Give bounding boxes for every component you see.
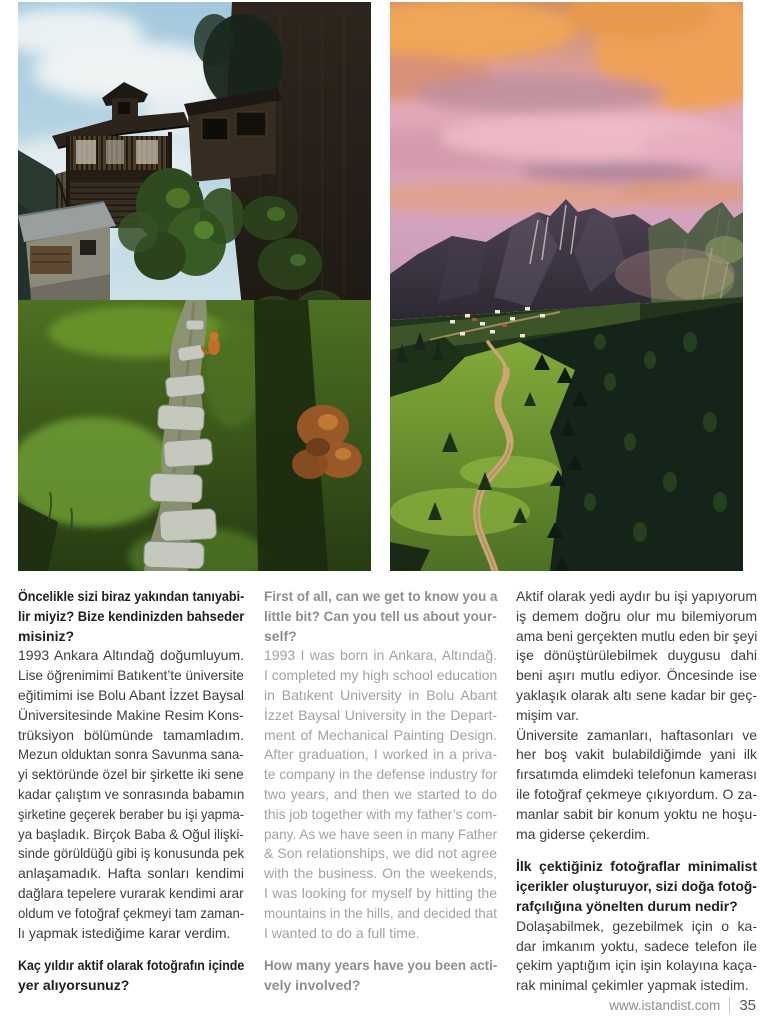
village-alley-illustration	[18, 2, 371, 571]
text-line: After graduation, I worked in a priva-	[264, 746, 497, 763]
text-line: ile fotoğraf çekmeye çıkıyordum. O za-	[516, 785, 757, 802]
text-line: İzzet Baysal University in the Depart-	[264, 706, 497, 723]
footer-divider	[729, 997, 730, 1014]
shed	[18, 202, 116, 310]
text-line: kadar çalıştım ve sonrasında babamın	[18, 785, 245, 802]
text-line: ma giderse çekerdim.	[516, 825, 650, 842]
column-turkish-answers	[516, 587, 757, 996]
text-line: rak minimal çekimler yapmak istedim.	[516, 977, 749, 994]
text-line: Mezun olduktan sonra Savunma sana-	[18, 746, 244, 763]
text-line: mountains in the hills, and decided that	[264, 904, 498, 921]
text-line: Lise öğrenimimi Batıkent’te üniversite	[18, 667, 244, 684]
text-line: ment of Mechanical Painting Design.	[264, 726, 497, 743]
website-url: www.istandist.com	[609, 998, 721, 1013]
text-line: ama beni gerçekten mutlu eden bir şeyi	[516, 627, 758, 644]
text-line: this job together with my father’s com-	[264, 805, 498, 822]
text-line: anlaşamadık. Hafta sonları kendimi	[18, 865, 244, 882]
text-line: & Son relationships, we did not agree	[264, 845, 497, 862]
column-english-translation	[264, 587, 497, 996]
text-line: self?	[264, 627, 297, 644]
text-line: içerikler oluşturuyor, sizi doğa fotoğ-	[516, 878, 757, 895]
text-line: vely involved?	[264, 977, 361, 994]
text-line: I completed my high school education	[264, 667, 498, 684]
text-line: yaklaşık olarak altı sene kadar bir geç-	[516, 686, 757, 703]
text-line: dar imkanım yoktu, sadece telefon ile	[516, 937, 757, 954]
text-line: Üniversitesinde Makine Resim Kons-	[18, 706, 244, 723]
text-line: Öncelikle sizi biraz yakından tanıyabi-	[18, 588, 245, 604]
text-line: trüksiyon bölümünde tamamladım.	[18, 726, 244, 743]
text-line: Aktif olarak yedi aydır bu işi yapıyorum	[516, 588, 757, 604]
column-turkish-intro	[18, 587, 244, 996]
text-line: mişim var.	[516, 706, 579, 723]
text-line: Dolaşabilmek, gezebilmek için o ka-	[516, 917, 757, 934]
question-heading	[18, 956, 244, 996]
village-alley-photo	[18, 2, 371, 571]
text-line: pany. As we have seen in many Father	[264, 825, 498, 842]
text-line: rafçılığına yönelten durum nedir?	[516, 897, 738, 914]
text-line: two years, and then we started to do	[264, 785, 497, 802]
text-line: I was looking for myself by hitting the	[264, 884, 497, 901]
text-line: How many years have you been acti-	[264, 957, 498, 974]
text-line: dağlara tepelere vurarak kendimi arar	[18, 884, 244, 901]
question-heading	[264, 587, 497, 646]
text-line: yi sektöründe özel bir şirkette iki sene	[18, 766, 244, 783]
text-line: te company in the defense industry for	[264, 766, 498, 783]
text-line: her boş vakit bulabildiğimde yani ilk	[516, 746, 757, 763]
text-line: yer alıyorsunuz?	[18, 977, 130, 994]
text-line: with the business. On the weekends,	[264, 865, 497, 882]
answer-paragraph	[18, 646, 244, 943]
text-line: İlk çektiğiniz fotoğraflar minimalist	[516, 858, 757, 875]
question-heading	[516, 857, 757, 916]
text-line: Üniversite zamanları, haftasonları ve	[516, 726, 757, 743]
question-heading	[18, 587, 244, 646]
mountain-valley-photo	[390, 2, 743, 571]
text-line: fırsatımda elimdeki telefonun kamerası	[516, 766, 757, 783]
text-line: little bit? Can you tell us about your-	[264, 607, 497, 624]
text-line: in Batıkent University in Bolu Abant	[264, 686, 497, 703]
text-line: şirketine geçerek beraber bu işi yapma-	[18, 805, 245, 822]
answer-paragraph	[516, 726, 757, 845]
mountain-valley-illustration	[390, 2, 743, 571]
text-line: iş demem doğru olur mu bilemiyorum	[516, 607, 757, 624]
text-line: beni aşırı mutlu ediyor. Öncesinde ise	[516, 667, 757, 684]
page-number: 35	[739, 997, 756, 1014]
text-line: manlar sabit bir konum yoktu ne hoşu-	[516, 805, 757, 822]
question-heading	[264, 956, 497, 996]
text-line: lir miyiz? Bize kendinizden bahseder	[18, 607, 245, 624]
text-line: sinde görüldüğü gibi iş konusunda pek	[18, 845, 245, 862]
answer-paragraph	[264, 646, 497, 943]
text-line: misiniz?	[18, 627, 75, 644]
text-line: işe dönüştürülebilmek duygusu dahi	[516, 647, 757, 664]
text-line: ya başladık. Birçok Baba & Oğul ilişki-	[18, 825, 244, 842]
text-line: oldum ve fotoğraf çekmeyi tam zaman-	[18, 904, 245, 921]
text-line: 1993 Ankara Altındağ doğumluyum.	[18, 647, 244, 664]
text-line: eğitimimi ise Bolu Abant İzzet Baysal	[18, 686, 244, 703]
text-line: First of all, can we get to know you a	[264, 588, 498, 604]
page-footer	[609, 997, 756, 1014]
text-line: çekim yaptığım için işin kolayına kaça-	[516, 957, 757, 974]
answer-paragraph	[516, 587, 757, 726]
answer-paragraph	[516, 917, 757, 996]
text-line: Kaç yıldır aktif olarak fotoğrafın içinde	[18, 957, 245, 974]
text-line: I wanted to do a full time.	[264, 924, 420, 941]
text-line: 1993 I was born in Ankara, Altındağ.	[264, 647, 497, 664]
text-line: lı yapmak istediğime karar verdim.	[18, 924, 231, 941]
